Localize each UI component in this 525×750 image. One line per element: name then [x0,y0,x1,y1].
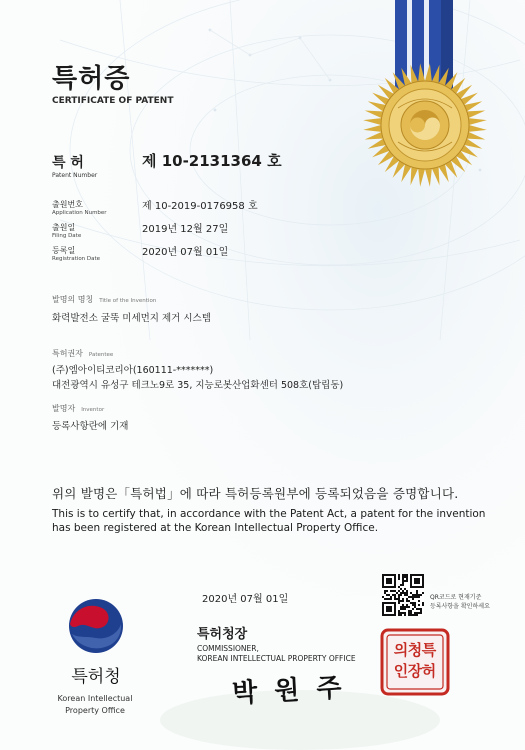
application-number-label: 출원번호 [52,200,83,209]
filing-date-label: 출원일 [52,223,76,232]
invention-title-label: 발명의 명칭 Title of the Invention [52,295,157,304]
invention-title-label-english: Title of the Invention [99,298,157,304]
gold-medal-seal [360,60,490,190]
patentee-name: (주)엠아이티코리아(160111-*******) [52,365,214,376]
registration-date-value: 2020년 07월 01일 [142,247,229,258]
seal-character: 장 [407,662,423,680]
patentee-label: 특허권자 Patentee [52,349,114,358]
patent-number-value: 제 10-2131364 호 [142,152,282,170]
seal-character: 청 [407,641,423,659]
kipo-name-english-line1: Korean Intellectual [57,694,133,703]
certification-statement-english-line2: has been registered at the Korean Intellectual Property Office. [52,522,379,534]
seal-character: 의 [393,641,409,659]
certification-statement-english-line1: This is to certify that, in accordance with the Patent Act, a patent for the invention [52,508,486,520]
commissioner-title-english-line2: KOREAN INTELLECTUAL PROPERTY OFFICE [197,654,356,663]
inventor-label-english: Inventor [81,407,105,413]
seal-character: 인 [393,662,409,680]
application-number-label-english: Application Number [52,210,107,216]
seal-character: 특 [421,641,437,659]
invention-title-value: 화력발전소 굴뚝 미세먼지 제거 시스템 [52,313,211,324]
registration-date-label-english: Registration Date [52,256,101,262]
kipo-name-english-line2: Property Office [65,706,125,715]
issue-date: 2020년 07월 01일 [202,594,289,605]
certification-statement-korean: 위의 발명은「특허법」에 따라 특허등록원부에 등록되었음을 증명합니다. [52,486,459,501]
patentee-label-english: Patentee [88,352,114,358]
filing-date-value: 2019년 12월 27일 [142,224,229,235]
commissioner-signature: 박 원 주 [231,673,347,709]
registration-date-label: 등록일 [52,246,76,255]
qr-note-line2: 등록사항을 확인하세요 [430,603,490,610]
official-red-seal [380,628,450,696]
commissioner-title-english-line1: COMMISSIONER, [197,644,259,653]
inventor-label: 발명자 Inventor [52,404,105,413]
qr-note-line1: QR코드로 현재기준 [430,594,482,601]
qr-code[interactable] [382,574,424,616]
patent-number-label-english: Patent Number [52,172,98,179]
filing-date-label-english: Filing Date [52,233,82,239]
inventor-value: 등록사항란에 기재 [52,421,129,432]
kipo-emblem-icon [66,596,126,656]
seal-character: 허 [421,662,437,680]
kipo-name-korean: 특허청 [71,667,121,687]
commissioner-title-korean: 특허청장 [197,627,248,642]
certificate-title-korean: 특허증 [52,64,131,94]
certificate-title-english: CERTIFICATE OF PATENT [52,96,174,106]
patent-number-label: 특 허 [52,155,84,171]
application-number-value: 제 10-2019-0176958 호 [142,201,258,212]
patentee-address: 대전광역시 유성구 테크노9로 35, 지능로봇산업화센터 508호(탑립동) [52,380,344,391]
